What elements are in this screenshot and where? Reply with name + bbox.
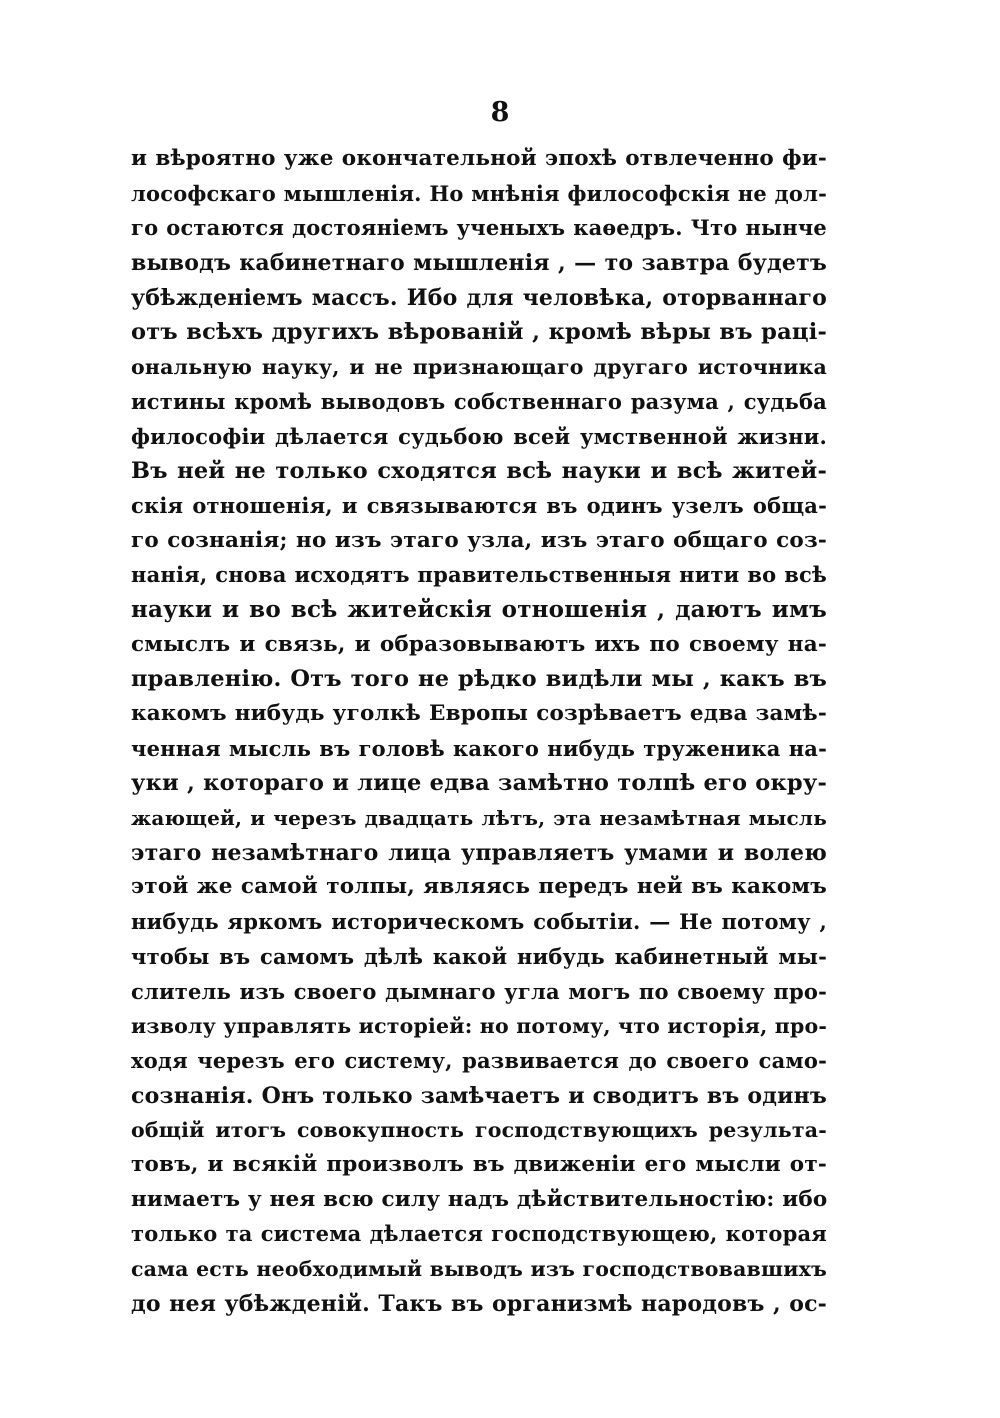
text-line: какомъ нибудь уголкѣ Европы созрѣваетъ едва замѣ- <box>131 701 827 726</box>
body-text <box>131 142 827 1321</box>
text-line: этаго незамѣтнаго лица управляетъ умами и волею <box>131 839 827 866</box>
text-line: правленію. Отъ того не рѣдко видѣли мы , какъ въ <box>131 666 827 693</box>
page-number: 8 <box>490 97 510 128</box>
text-line: нибудь яркомъ историческомъ событіи. — Не потому , <box>131 909 827 935</box>
text-line: сознанія. Онъ только замѣчаетъ и сводитъ въ одинъ <box>131 1082 827 1109</box>
text-line: го остаются достояніемъ ученыхъ каѳедръ. Что нынче <box>131 215 827 241</box>
text-line: товъ, и всякій произволъ въ движеніи его мысли от- <box>131 1151 827 1177</box>
text-line: го сознанія; но изъ этаго узла, изъ этаго общаго соз- <box>131 527 827 553</box>
text-line: чтобы въ самомъ дѣлѣ какой нибудь кабинетный мы- <box>131 943 827 969</box>
text-line: ходя черезъ его систему, развивается до своего само- <box>131 1047 827 1073</box>
text-line: жающей, и черезъ двадцать лѣтъ, эта незамѣтная мысль <box>131 806 827 831</box>
text-line: ченная мысль въ головѣ какого нибудь труженика на- <box>131 735 827 761</box>
text-line: науки и во всѣ житейскія отношенія , даютъ имъ <box>131 595 827 623</box>
text-line: отъ всѣхъ другихъ вѣрованій , кромѣ вѣры въ раці- <box>131 319 827 346</box>
text-line: нимаетъ у нея всю силу надъ дѣйствительностію: ибо <box>131 1186 827 1212</box>
text-line: Въ ней не только сходятся всѣ науки и всѣ житей- <box>131 458 827 485</box>
text-line: смыслъ и связь, и образовываютъ ихъ по своему на- <box>131 631 827 657</box>
text-line: лософскаго мышленія. Но мнѣнія философскія не дол- <box>131 180 827 206</box>
text-line: убѣжденіемъ массъ. Ибо для человѣка, оторваннаго <box>131 284 827 311</box>
text-line: только та система дѣлается господствующею, которая <box>131 1221 827 1247</box>
text-line: нанія, снова исходятъ правительственныя нити во всѣ <box>131 562 827 588</box>
text-line: изволу управлять исторіей: но потому, что исторія, про- <box>131 1014 827 1039</box>
text-line: выводъ кабинетнаго мышленія , — то завтра будетъ <box>131 250 827 277</box>
text-line: общій итогъ совокупность господствующихъ результа- <box>131 1118 827 1143</box>
text-line: слитель изъ своего дымнаго угла могъ по своему про- <box>131 978 827 1004</box>
text-line: до нея убѣжденій. Такъ въ организмѣ народовъ , ос- <box>131 1290 827 1317</box>
text-line: и вѣроятно уже окончательной эпохѣ отвлеченно фи- <box>131 146 827 171</box>
text-line: ональную науку, и не признающаго другаго источника <box>131 355 827 380</box>
text-line: сама есть необходимый выводъ изъ господствовавшихъ <box>131 1257 827 1281</box>
text-line: скія отношенія, и связываются въ одинъ узелъ обща- <box>131 492 827 518</box>
text-line: истины кромѣ выводовъ собственнаго разума , судьба <box>131 388 827 414</box>
text-line: философіи дѣлается судьбою всей умственной жизни. <box>131 423 827 449</box>
text-line: этой же самой толпы, являясь передъ ней въ какомъ <box>131 874 827 900</box>
text-line: уки , котораго и лице едва замѣтно толпѣ его окру- <box>131 770 827 797</box>
